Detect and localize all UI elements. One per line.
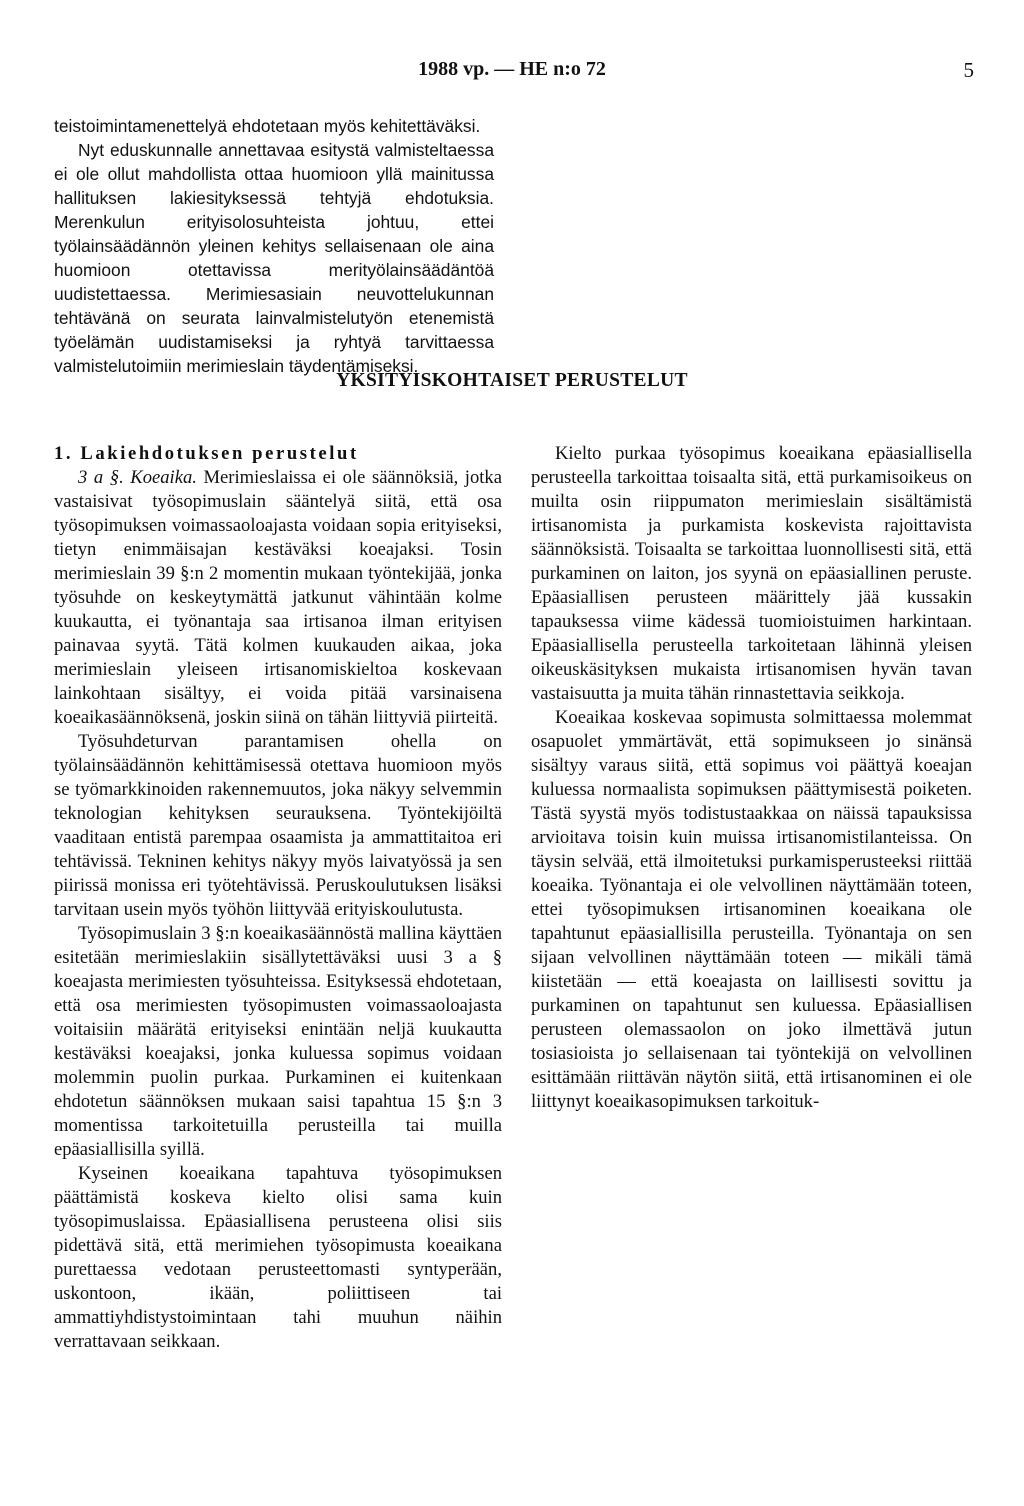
header-title: 1988 vp. — HE n:o 72 xyxy=(418,58,606,80)
body-paragraph-6: Koeaikaa koskevaa sopimusta solmittaessa molemmat osapuolet ymmärtävät, että sopimukseen jo sinänsä sisältyy varaus siitä, että sopimus voi päättyä koeajan kuluessa normaalista sopimuksen päättymisestä poiketen. Tästä syystä myös todistustaakkaa on näissä tapauksissa arvioitava toisin kuin muissa irtisanomistilanteissa. On täysin selvää, että ilmoitetuksi purkamisperusteeksi riittää koeaika. Työnantaja ei ole velvollinen näyttämään toteen, ettei työsopimuksen irtisanominen koeaikana ole tapahtunut epäasiallisilla perusteilla. Työnantaja on sen sijaan velvollinen näyttämään toteen — mikäli tämä kiistetään — että koeajasta on laillisesti sovittu ja purkaminen on tapahtunut sen kuluessa. Epäasiallisen perusteen olemassaolon on joko ilmettävä jutun tosiasioista jo sellaisenaan tai työntekijä on velvollinen esittämään riittävän näytön siitä, että irtisanominen ei ole liittynyt koeaikasopimuksen tarkoituk- xyxy=(531,707,972,1112)
body-paragraph-4: Kyseinen koeaikana tapahtuva työsopimuksen päättämistä koskeva kielto olisi sama kuin työsopimuslaissa. Epäasiallisena perusteena olisi siis pidettävä sitä, että merimiehen työsopimusta koeaikana purettaessa vedotaan perusteettomasti syntyperään, uskontoon, ikään, poliittiseen tai ammattiyhdistystoimintaan tahi muuhun näihin verrattavaan seikkaan. xyxy=(54,1163,502,1352)
body-paragraph-2: Työsuhdeturvan parantamisen ohella on työlainsäädännön kehittämisessä otettava huomioon myös se työmarkkinoiden rakennemuutos, joka näkyy selvemmin teknologian kehityksen seurauksena. Työntekijöiltä vaaditaan entistä parempaa osaamista ja ammattitaitoa eri tehtävissä. Tekninen kehitys näkyy myös laivatyössä ja sen piirissä monissa eri työtehtävissä. Peruskoulutuksen lisäksi tarvitaan usein myös työhön liittyvää erityiskoulutusta. xyxy=(54,731,502,920)
page-number: 5 xyxy=(963,58,974,82)
intro-paragraph-2: Nyt eduskunnalle annettavaa esitystä valmisteltaessa ei ole ollut mahdollista ottaa huomioon yllä mainitussa hallituksen lakiesityksessä tehtyjä ehdotuksia. Merenkulun erityisolosuhteista johtuu, ettei työlainsäädännön yleinen kehitys sellaisenaan ole aina huomioon otettavissa merityölainsäädäntöä uudistettaessa. Merimiesasiain neuvottelukunnan tehtävänä on seurata lainvalmistelutyön etenemistä työelämän uudistamiseksi ja ryhtyä tarvittaessa valmistelutoimiin merimieslain täydentämiseksi. xyxy=(54,140,494,376)
details-right-column xyxy=(531,442,972,1114)
section-heading: YKSITYISKOHTAISET PERUSTELUT xyxy=(336,370,688,391)
body-paragraph-1: Merimieslaissa ei ole säännöksiä, jotka vastaisivat työsopimuslain sääntelyä siitä, että osa työsopimuksen voimassaoloajasta voidaan sopia erityiseksi, tietyn enimmäisajan kestäväksi koeajaksi. Tosin merimieslain 39 §:n 2 momentin mukaan työntekijää, jonka työsuhde on keskeytymättä jatkunut vähintään kolme kuukautta, ei työnantaja saa irtisanoa ilman erityisen painavaa syytä. Tätä kolmen kuukauden aikaa, joka merimieslain yleiseen irtisanomiskieltoa koskevaan lainkohtaan sisältyy, ei voida pitää varsinaisena koeaikasäännöksenä, joskin siinä on tähän liittyviä piirteitä. xyxy=(54,467,502,728)
intro-left-column xyxy=(54,114,494,378)
body-paragraph-3: Työsopimuslain 3 §:n koeaikasäännöstä mallina käyttäen esitetään merimieslakiin sisällytettäväksi uusi 3 a § koeajasta merimiesten työsuhteissa. Esityksessä ehdotetaan, että osa merimiesten työsopimusten voimassaoloajasta voitaisiin määrätä erityiseksi enintään neljä kuukautta kestäväksi koeajaksi, jonka kuluessa sopimus voidaan molemmin puolin purkaa. Purkaminen ei kuitenkaan ehdotetun säännöksen mukaan saisi tapahtua 15 §:n 3 momentissa tarkoitetuilla perusteilla tai muilla epäasiallisilla syillä. xyxy=(54,923,502,1160)
body-paragraph-5: Kielto purkaa työsopimus koeaikana epäasiallisella perusteella tarkoittaa toisaalta sitä, että purkamisoikeus on muilta osin riippumaton merimieslain sisältämistä irtisanomista ja purkamista koskevista rajoittavista säännöksistä. Toisaalta se tarkoittaa luonnollisesti sitä, että purkaminen on laiton, jos syynä on epäasiallinen peruste. Epäasiallisen perusteen määrittely jää kussakin tapauksessa viime kädessä tuomioistuimen harkintaan. Epäasiallisella perusteella tarkoitetaan lähinnä yleisen oikeuskäsityksen mukaista irtisanomisen hyvän tavan vastaisuutta ja muita tähän rinnastettavia seikkoja. xyxy=(531,443,972,704)
subheading: 1. Lakiehdotuksen perustelut xyxy=(54,443,359,464)
running-header xyxy=(0,58,1024,90)
paragraph-label: 3 a §. Koeaika. xyxy=(78,467,197,488)
intro-paragraph-1: teistoimintamenettelyä ehdotetaan myös kehitettäväksi. xyxy=(54,116,481,136)
details-left-column xyxy=(54,442,502,1354)
